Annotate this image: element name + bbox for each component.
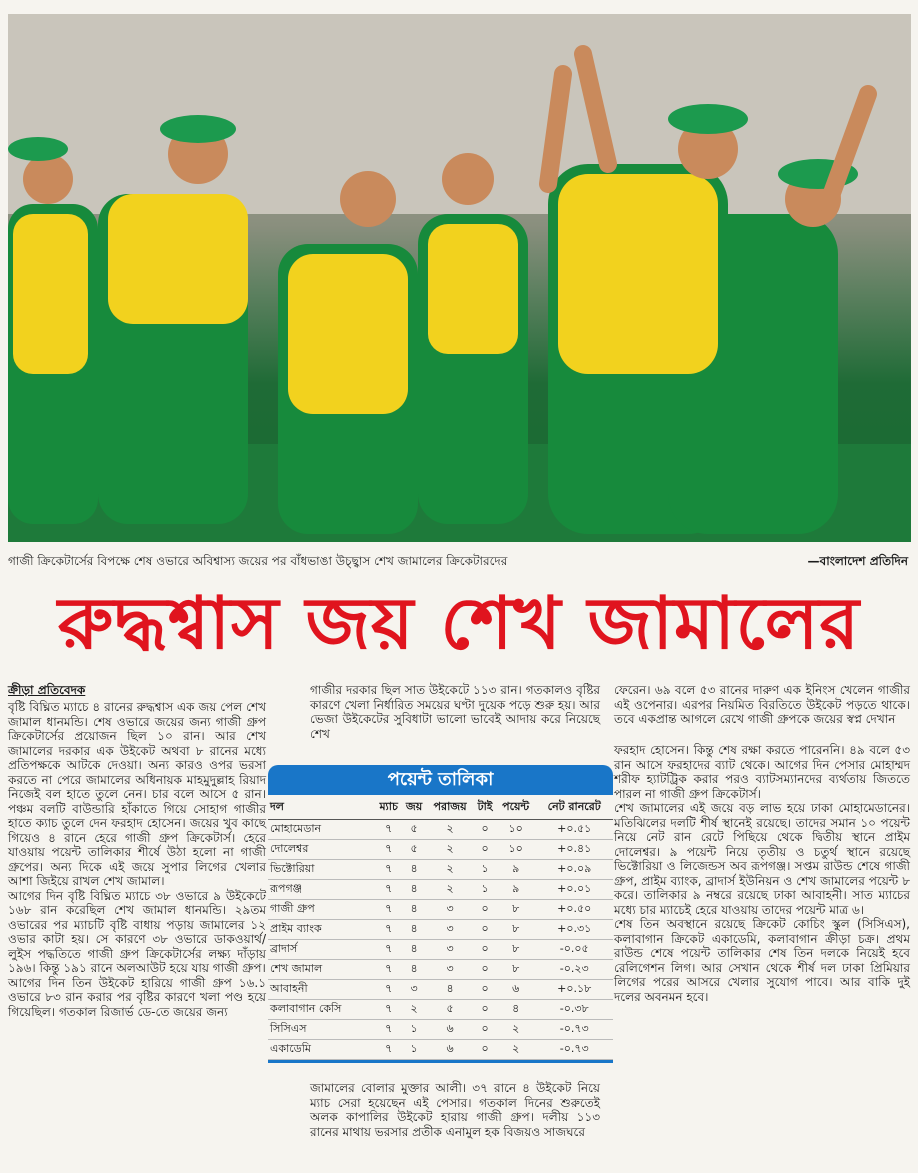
table-cell: ৪ <box>402 860 426 880</box>
table-cell: ৬ <box>426 1040 474 1060</box>
points-table-grid <box>268 795 613 1060</box>
table-cell: ০ <box>474 900 496 920</box>
table-cell: -০.২৩ <box>535 960 613 980</box>
article-column-2-top <box>310 683 600 741</box>
table-cell: -০.৭৩ <box>535 1040 613 1060</box>
table-cell: ৮ <box>496 900 535 920</box>
table-cell: -০.০৫ <box>535 940 613 960</box>
table-cell: ৭ <box>375 1020 402 1040</box>
table-row <box>268 820 613 840</box>
table-cell: ২ <box>426 840 474 860</box>
table-cell: ৭ <box>375 880 402 900</box>
cricket-celebration-photo <box>8 14 911 542</box>
column-header: পয়েন্ট <box>496 795 535 820</box>
column-header: জয় <box>402 795 426 820</box>
table-cell: ৬ <box>496 980 535 1000</box>
table-cell: ৯ <box>496 860 535 880</box>
table-cell: ২ <box>496 1040 535 1060</box>
table-cell: রূপগঞ্জ <box>268 880 375 900</box>
table-header-row <box>268 795 613 820</box>
paragraph: জামালের বোলার মুক্তার আলী। ৩৭ রানে ৪ উইকেট নিয়ে ম্যাচ সেরা হয়েছেন এই পেসার। গতকাল দিনের শুরুতেই অলক কাপালির উইকেট হারায় গাজী গ্রুপ। দলীয় ১১৩ রানের মাথায় ভরসার প্রতীক এনামুল হক বিজয়ও সাজঘরে <box>310 1081 600 1139</box>
table-cell: -০.৭৩ <box>535 1020 613 1040</box>
table-cell: আবাহনী <box>268 980 375 1000</box>
table-cell: ৭ <box>375 920 402 940</box>
table-cell: ৮ <box>496 940 535 960</box>
table-cell: ৯ <box>496 880 535 900</box>
table-cell: ০ <box>474 820 496 840</box>
article-column-1 <box>8 700 266 1019</box>
table-cell: ৭ <box>375 960 402 980</box>
table-cell: +০.৫০ <box>535 900 613 920</box>
table-cell: দোলেশ্বর <box>268 840 375 860</box>
table-cell: ১ <box>474 880 496 900</box>
column-header: টাই <box>474 795 496 820</box>
table-cell: গাজী গ্রুপ <box>268 900 375 920</box>
table-cell: ৩ <box>426 900 474 920</box>
table-cell: ০ <box>474 980 496 1000</box>
paragraph: গাজীর দরকার ছিল সাত উইকেটে ১১৩ রান। গতকালও বৃষ্টির কারণে খেলা নির্ধারিত সময়ের ঘণ্টা দুয়েক পড়ে শুরু হয়। আর ভেজা উইকেটের সুবিধাটা ভালো ভাবেই আদায় করে নিয়েছে শেখ <box>310 683 600 741</box>
paragraph: বৃষ্টি বিঘ্নিত ম্যাচে ৪ রানের রুদ্ধশ্বাস এক জয় পেল শেখ জামাল ধানমন্ডি। শেষ ওভারে জয়ের জন্য গাজী গ্রুপ ক্রিকেটার্সের প্রয়োজন ছিল ১০ রান। আর শেখ জামালের দরকার এক উইকেট অথবা ৮ রানের মধ্যে প্রতিপক্ষকে আটকে দেওয়া। অন্য কারও ওপর ভরসা করতে না পেরে জামালের অধিনায়ক মাহমুদুল্লাহ রিয়াদ নিজেই বল হাতে তুলে নেন। চার বলে আসে ৫ রান। পঞ্চম বলটি বাউন্ডারি হাঁকাতে গিয়ে সোহাগ গাজীর হাতে ক্যাচ তুলে দেন ফরহাদ হোসেন। জয়ের খুব কাছে গিয়েও ৪ রানে হেরে গাজী গ্রুপ ক্রিকেটার্স। হেরে যাওয়ায় পয়েন্ট তালিকার শীর্ষে উঠা হলো না গাজী গ্রুপের। অন্য দিকে এই জয়ে সুপার লিগের খেলার আশা জিইয়ে রাখল শেখ জামাল। <box>8 700 266 888</box>
table-cell: ৪ <box>496 1000 535 1020</box>
table-cell: +০.০৯ <box>535 860 613 880</box>
table-cell: শেখ জামাল <box>268 960 375 980</box>
table-cell: ব্রাদার্স <box>268 940 375 960</box>
table-cell: ১ <box>402 1040 426 1060</box>
table-cell: ০ <box>474 840 496 860</box>
points-table-title: পয়েন্ট তালিকা <box>268 765 613 795</box>
table-row <box>268 940 613 960</box>
table-bottom-rule <box>268 1060 613 1063</box>
byline: ক্রীড়া প্রতিবেদক <box>8 683 86 697</box>
table-row <box>268 1040 613 1060</box>
table-cell: ৫ <box>402 840 426 860</box>
photo-credit: —বাংলাদেশ প্রতিদিন <box>807 554 908 568</box>
table-cell: ৭ <box>375 940 402 960</box>
table-cell: ১ <box>474 860 496 880</box>
table-cell: ২ <box>402 1000 426 1020</box>
table-cell: ভিক্টোরিয়া <box>268 860 375 880</box>
table-cell: -০.৩৮ <box>535 1000 613 1020</box>
table-row <box>268 880 613 900</box>
table-cell: মোহামেডান <box>268 820 375 840</box>
paragraph: শেষ তিন অবস্থানে রয়েছে ক্রিকেট কোচিং স্কুল (সিসিএস), কলাবাগান ক্রিকেট একাডেমি, কলাবাগান ক্রীড়া চক্র। প্রথম রাউন্ড শেষে পয়েন্ট তালিকার শেষ তিন দলকে নিয়েই হবে রেলিগেশন লিগ। আর সেখান থেকে শীর্ষ দল ঢাকা প্রিমিয়ার লিগের পরের আসরে খেলার সুযোগ পাবে। আর বাকি দুই দলের অবনমন হবে। <box>614 917 910 1004</box>
table-cell: প্রাইম ব্যাংক <box>268 920 375 940</box>
table-cell: +০.৩১ <box>535 920 613 940</box>
column-header: ম্যাচ <box>375 795 402 820</box>
table-cell: ৪ <box>402 900 426 920</box>
table-cell: ৭ <box>375 980 402 1000</box>
table-cell: সিসিএস <box>268 1020 375 1040</box>
headline: রুদ্ধশ্বাস জয় শেখ জামালের <box>57 581 861 665</box>
table-cell: ৮ <box>496 960 535 980</box>
points-table <box>268 765 613 1062</box>
table-row <box>268 900 613 920</box>
paragraph: ফরহাদ হোসেন। কিন্তু শেষ রক্ষা করতে পারেননি। ৪৯ বলে ৫৩ রান আসে ফরহাদের ব্যাট থেকে। আগের দিন পেসার মোহাম্মদ শরীফ হ্যাটট্রিক করার পরও ব্যাটসম্যানদের ব্যর্থতায় জিততে পারল না গাজী গ্রুপ ক্রিকেটার্স। <box>614 743 910 801</box>
table-cell: ০ <box>474 1040 496 1060</box>
table-cell: ৭ <box>375 840 402 860</box>
article-column-3-top <box>614 683 910 727</box>
table-row <box>268 840 613 860</box>
table-cell: ২ <box>426 880 474 900</box>
table-cell: ২ <box>426 820 474 840</box>
table-cell: +০.০১ <box>535 880 613 900</box>
table-cell: ৪ <box>402 960 426 980</box>
table-cell: ১০ <box>496 820 535 840</box>
table-cell: ৩ <box>426 960 474 980</box>
table-row <box>268 1000 613 1020</box>
table-cell: ২ <box>426 860 474 880</box>
table-cell: ০ <box>474 1000 496 1020</box>
table-cell: ০ <box>474 920 496 940</box>
table-cell: কলাবাগান কেসি <box>268 1000 375 1020</box>
table-cell: ৪ <box>402 940 426 960</box>
players-illustration <box>8 14 911 542</box>
paragraph: আগের দিন বৃষ্টি বিঘ্নিত ম্যাচে ৩৮ ওভারে ৯ উইকেটে ১৬৮ রান করেছিল শেখ জামাল ধানমন্ডি। ২৯তম ওভারের পর ম্যাচটি বৃষ্টি বাধায় পড়ায় জামালের ১২ ওভার কাটা হয়। সে কারণে ৩৮ ওভারে ডাকওয়ার্থ/লুইস পদ্ধতিতে গাজী গ্রুপ ক্রিকেটার্সের লক্ষ্য দাঁড়ায় ১৯৬। কিন্তু ১৯১ রানে অলআউট হয়ে যায় গাজী গ্রুপ। <box>8 888 266 975</box>
table-cell: ২ <box>496 1020 535 1040</box>
table-row <box>268 1020 613 1040</box>
table-cell: ৭ <box>375 1000 402 1020</box>
table-cell: ০ <box>474 940 496 960</box>
column-header: দল <box>268 795 375 820</box>
table-cell: ৭ <box>375 820 402 840</box>
column-header: নেট রানরেট <box>535 795 613 820</box>
table-cell: +০.১৮ <box>535 980 613 1000</box>
table-cell: ৮ <box>496 920 535 940</box>
table-cell: +০.৪১ <box>535 840 613 860</box>
table-cell: ৫ <box>402 820 426 840</box>
article-column-2-bottom <box>310 1081 600 1139</box>
paragraph: ফেরেন। ৬৯ বলে ৫৩ রানের দারুণ এক ইনিংস খেলেন গাজীর এই ওপেনার। এরপর নিয়মিত বিরতিতে উইকেট পড়তে থাকে। তবে একপ্রান্ত আগলে রেখে গাজী গ্রুপকে জয়ের স্বপ্ন দেখান <box>614 683 910 726</box>
table-cell: +০.৫১ <box>535 820 613 840</box>
table-row <box>268 920 613 940</box>
table-cell: ০ <box>474 1020 496 1040</box>
article-column-3 <box>614 743 910 1004</box>
table-cell: ৩ <box>426 940 474 960</box>
table-cell: ৭ <box>375 900 402 920</box>
paragraph: শেখ জামালের এই জয়ে বড় লাভ হয়ে ঢাকা মোহামেডানের। মতিঝিলের দলটি শীর্ষ স্থানেই রয়েছে। তাদের সমান ১০ পয়েন্ট নিয়ে নেট রান রেটে পিছিয়ে থেকে দ্বিতীয় স্থানে প্রাইম দোলেশ্বর। ৯ পয়েন্ট নিয়ে তৃতীয় ও চতুর্থ স্থানে রয়েছে ভিক্টোরিয়া ও লিজেন্ডস অব রূপগঞ্জ। সপ্তম রাউন্ড শেষে গাজী গ্রুপ, প্রাইম ব্যাংক, ব্রাদার্স ইউনিয়ন ও শেখ জামালের পয়েন্ট ৮ করে। তালিকার ৯ নম্বরে রয়েছে ঢাকা আবাহনী। সাত ম্যাচের মধ্যে চার ম্যাচেই হেরে যাওয়ায় তাদের পয়েন্ট মাত্র ৬। <box>614 801 910 917</box>
table-cell: ১ <box>402 1020 426 1040</box>
table-cell: ৪ <box>402 920 426 940</box>
column-header: পরাজয় <box>426 795 474 820</box>
table-cell: ৪ <box>402 880 426 900</box>
table-cell: ৭ <box>375 1040 402 1060</box>
table-cell: ৭ <box>375 860 402 880</box>
table-cell: ০ <box>474 960 496 980</box>
table-cell: ৪ <box>426 980 474 1000</box>
table-cell: একাডেমি <box>268 1040 375 1060</box>
table-row <box>268 960 613 980</box>
photo-caption: গাজী ক্রিকেটার্সের বিপক্ষে শেষ ওভারে অবিশ্বাস্য জয়ের পর বাঁধভাঙা উচ্ছ্বাস শেখ জামালের ক্রিকেটারদের <box>8 554 508 568</box>
table-row <box>268 860 613 880</box>
table-cell: ১০ <box>496 840 535 860</box>
table-cell: ৩ <box>402 980 426 1000</box>
table-cell: ৩ <box>426 920 474 940</box>
table-cell: ৫ <box>426 1000 474 1020</box>
table-row <box>268 980 613 1000</box>
paragraph: আগের দিন তিন উইকেট হারিয়ে গাজী গ্রুপ ১৬.১ ওভারে ৮৩ রান করার পর বৃষ্টির কারণে খলা পণ্ড হয়ে গিয়েছিল। গতকাল রিজার্ভ ডে-তে জয়ের জন্য <box>8 975 266 1019</box>
table-cell: ৬ <box>426 1020 474 1040</box>
